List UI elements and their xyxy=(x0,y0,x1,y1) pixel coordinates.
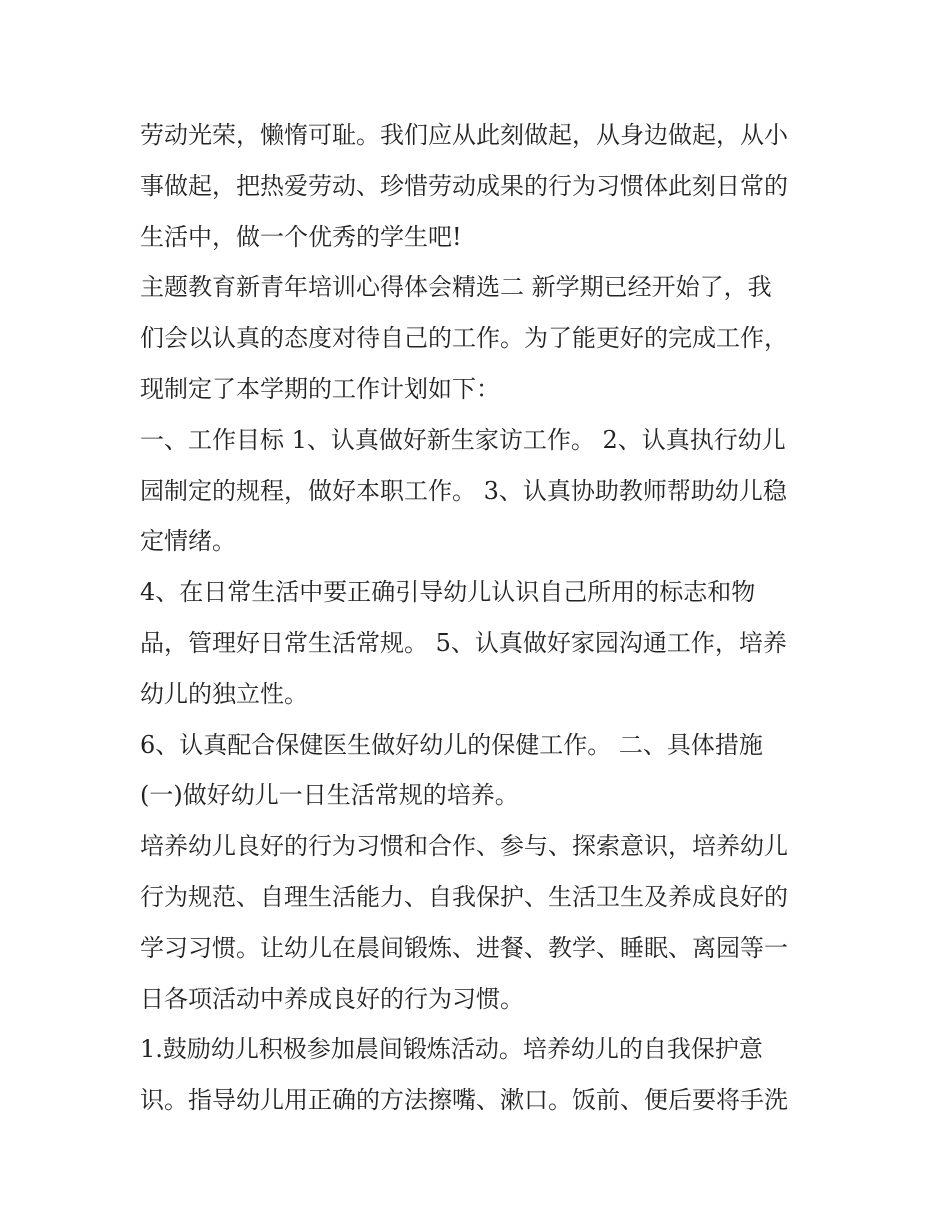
text-line: 事做起，把热爱劳动、珍惜劳动成果的行为习惯体此刻日常的 xyxy=(140,171,788,200)
text-line: 4、在日常生活中要正确引导幼儿认识自己所用的标志和物 xyxy=(140,578,756,607)
text-line: 日各项活动中养成良好的行为习惯。 xyxy=(140,984,524,1013)
text-line: (一)做好幼儿一日生活常规的培养。 xyxy=(140,781,519,810)
text-line: 6、认真配合保健医生做好幼儿的保健工作。 二、具体措施 xyxy=(140,730,763,759)
text-line: 品，管理好日常生活常规。 5、认真做好家园沟通工作，培养 xyxy=(140,628,787,657)
text-line: 行为规范、自理生活能力、自我保护、生活卫生及养成良好的 xyxy=(140,882,788,911)
text-line: 1.鼓励幼儿积极参加晨间锻炼活动。培养幼儿的自我保护意 xyxy=(140,1035,763,1064)
text-line: 现制定了本学期的工作计划如下： xyxy=(140,374,500,403)
text-line: 培养幼儿良好的行为习惯和合作、参与、探索意识，培养幼儿 xyxy=(140,832,788,861)
text-line: 主题教育新青年培训心得体会精选二 新学期已经开始了，我 xyxy=(140,273,772,302)
text-line: 们会以认真的态度对待自己的工作。为了能更好的完成工作， xyxy=(140,324,788,353)
text-line: 劳动光荣，懒惰可耻。我们应从此刻做起，从身边做起，从小 xyxy=(140,121,788,149)
text-line: 一、工作目标 1、认真做好新生家访工作。 2、认真执行幼儿 xyxy=(140,425,786,454)
text-line: 幼儿的独立性。 xyxy=(140,679,308,708)
text-line: 生活中，做一个优秀的学生吧! xyxy=(140,222,462,251)
text-line: 学习习惯。让幼儿在晨间锻炼、进餐、教学、睡眠、离园等一 xyxy=(140,933,788,962)
text-line: 定情绪。 xyxy=(140,527,236,556)
document-body xyxy=(140,110,820,1126)
text-line: 识。指导幼儿用正确的方法擦嘴、漱口。饭前、便后要将手洗 xyxy=(140,1086,788,1115)
text-line: 园制定的规程，做好本职工作。 3、认真协助教师帮助幼儿稳 xyxy=(140,476,787,505)
